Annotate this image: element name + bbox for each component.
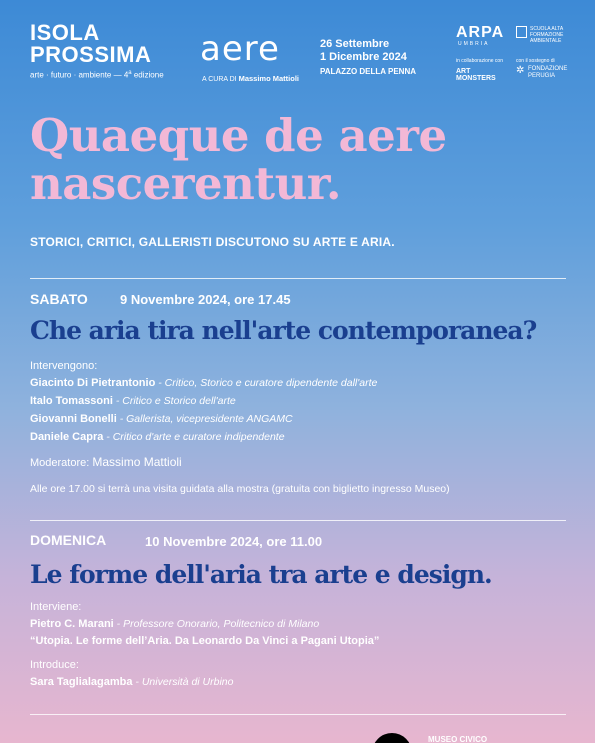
arpa-subtitle: UMBRIA — [458, 41, 490, 47]
collab-label: in collaborazione con — [456, 58, 503, 64]
saturday-day: SABATO — [30, 291, 88, 307]
speaker: Giovanni Bonelli - Gallerista, vicepresidente ANGAMC — [30, 413, 293, 425]
exhibition-dates: 26 Settembre 1 Dicembre 2024 — [320, 38, 407, 63]
introducer: Sara Taglialagamba - Università di Urbino — [30, 676, 234, 688]
curator-credit: A CURA DI Massimo Mattioli — [202, 74, 300, 83]
museo-civico-label: MUSEO CIVICO — [428, 735, 488, 743]
saturday-date: 9 Novembre 2024, ore 17.45 — [120, 292, 291, 307]
arpa-logo: ARPA — [456, 24, 505, 41]
speaker: Daniele Capra - Critico d'arte e curatore indipendente — [30, 431, 285, 443]
scuola-icon — [516, 26, 527, 38]
speaker: Italo Tomassoni - Critico e Storico dell'arte — [30, 395, 236, 407]
saturday-speakers-label: Intervengono: — [30, 360, 98, 372]
isola-line2: PROSSIMA — [30, 42, 152, 67]
sunday-day: DOMENICA — [30, 532, 107, 548]
intro-label: Introduce: — [30, 659, 79, 671]
venue: PALAZZO DELLA PENNA — [320, 67, 416, 76]
saturday-title: Che aria tira nell'arte contemporanea? — [30, 316, 537, 345]
divider — [30, 714, 566, 715]
divider — [30, 278, 566, 279]
header — [30, 18, 573, 88]
talk-quote: “Utopia. Le forme dell’Aria. Da Leonardo Da Vinci a Pagani Utopia” — [30, 635, 380, 647]
speaker: Giacinto Di Pietrantonio - Critico, Storico e curatore dipendente dall'arte — [30, 377, 378, 389]
scuola-logo: SCUOLA ALTA FORMAZIONE AMBIENTALE — [516, 26, 576, 44]
art-monsters-logo: ART MONSTERS — [456, 68, 496, 82]
moderator: Moderatore: Massimo Mattioli — [30, 455, 182, 469]
isola-prossima-logo — [30, 22, 151, 66]
sostegno-label: con il sostegno di — [516, 58, 555, 64]
fondazione-star-icon: ✲ — [516, 65, 525, 76]
sunday-date: 10 Novembre 2024, ore 11.00 — [145, 534, 323, 549]
speaker: Pietro C. Marani - Professore Onorario, Politecnico di Milano — [30, 618, 320, 630]
main-title: Quaeque de aere nascerentur. — [30, 109, 447, 210]
main-subtitle: STORICI, CRITICI, GALLERISTI DISCUTONO SU ARTE E ARIA. — [30, 235, 395, 249]
sunday-title: Le forme dell'aria tra arte e design. — [30, 560, 492, 589]
divider — [30, 520, 566, 521]
guided-tour-note: Alle ore 17.00 si terrà una visita guidata alla mostra (gratuita con biglietto ingresso Museo) — [30, 483, 450, 495]
isola-tagline: arte · futuro · ambiente — 4$^a$ edizione — [30, 70, 164, 80]
fondazione-perugia-logo: ✲ FONDAZIONE PERUGIA — [516, 65, 568, 79]
aere-logo: aere — [200, 29, 280, 69]
museo-logo-icon — [372, 733, 412, 743]
isola-line1: ISOLA — [30, 20, 100, 45]
sunday-speaker-label: Interviene: — [30, 601, 82, 613]
